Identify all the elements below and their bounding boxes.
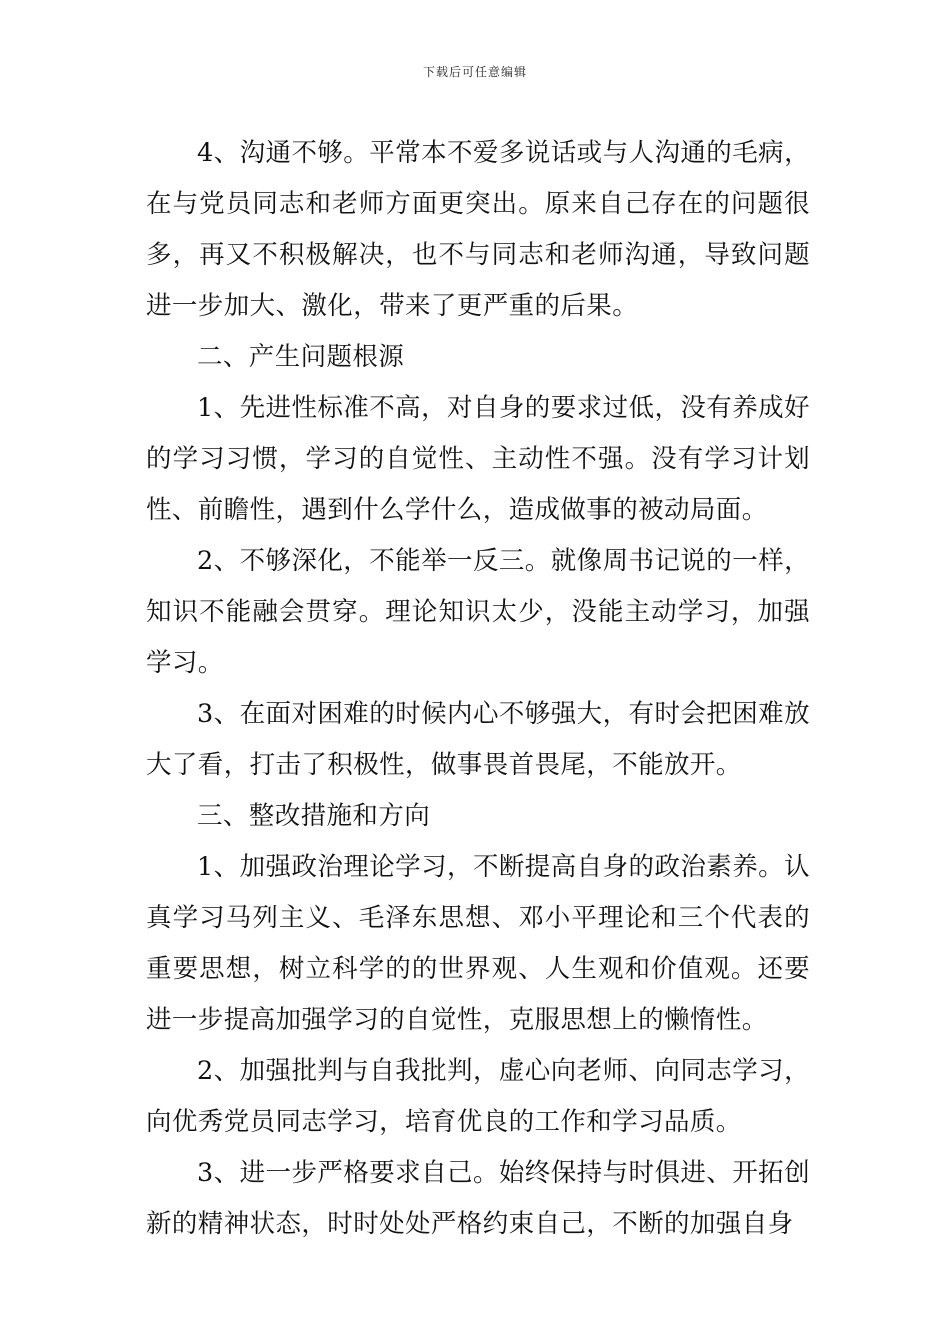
paragraph-self-discipline: 3、进一步严格要求自己。始终保持与时俱进、开拓创新的精神状态，时时处处严格约束自己，不断的加强自身 (146, 1158, 810, 1239)
paragraph-depth: 2、不够深化，不能举一反三。就像周书记说的一样，知识不能融会贯穿。理论知识太少，没能主动学习，加强学习。 (146, 546, 810, 678)
paragraph-political-study: 1、加强政治理论学习，不断提高自身的政治素养。认真学习马列主义、毛泽东思想、邓小平理论和三个代表的重要思想，树立科学的的世界观、人生观和价值观。还要进一步提高加强学习的自觉性，克服思想上的懒惰性。 (146, 852, 810, 1035)
paragraph-difficulties: 3、在面对困难的时候内心不够强大，有时会把困难放大了看，打击了积极性，做事畏首畏尾，不能放开。 (146, 699, 810, 780)
section-heading-root-causes: 二、产生问题根源 (197, 342, 405, 372)
paragraph-communication: 4、沟通不够。平常本不爱多说话或与人沟通的毛病，在与党员同志和老师方面更突出。原来自己存在的问题很多，再又不积极解决，也不与同志和老师沟通，导致问题进一步加大、激化，带来了更严重的后果。 (146, 138, 810, 321)
page-header: 下载后可任意编辑 (422, 65, 527, 79)
section-heading-measures: 三、整改措施和方向 (197, 801, 431, 831)
paragraph-criticism: 2、加强批判与自我批判，虚心向老师、向同志学习，向优秀党员同志学习，培育优良的工作和学习品质。 (146, 1056, 810, 1137)
document-body (146, 128, 810, 1250)
paragraph-standards: 1、先进性标准不高，对自身的要求过低，没有养成好的学习习惯，学习的自觉性、主动性不强。没有学习计划性、前瞻性，遇到什么学什么，造成做事的被动局面。 (146, 393, 810, 525)
